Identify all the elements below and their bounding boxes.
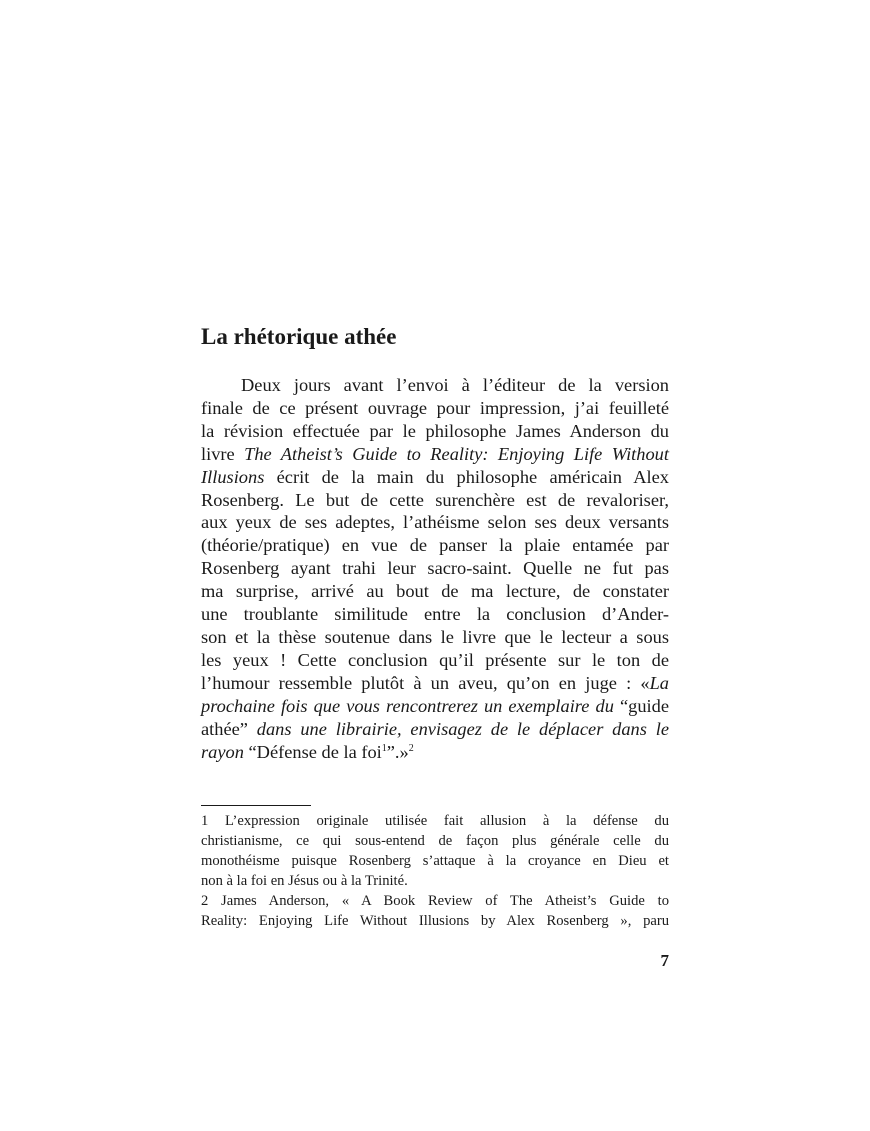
quote-italic: dans une librairie, envisagez de le déplacer dans le	[247, 718, 669, 739]
body-paragraph	[201, 374, 669, 763]
footnote-line: 2 James Anderson, « A Book Review of The Atheist’s Guide to	[201, 892, 669, 909]
paragraph-line	[201, 741, 669, 764]
text-run: “guide	[613, 695, 669, 716]
quote-italic: La	[649, 672, 669, 693]
paragraph-line	[201, 443, 669, 466]
footnote-ref[interactable]: 2	[408, 742, 414, 754]
text-run: athée”	[201, 718, 248, 739]
text-run: l’humour ressemble plutôt à un aveu, qu’on en juge : «	[201, 672, 650, 693]
paragraph-line: finale de ce présent ouvrage pour impression, j’ai feuilleté	[201, 397, 669, 418]
paragraph-line: Rosenberg ayant trahi leur sacro-saint. Quelle ne fut pas	[201, 558, 669, 579]
paragraph-line	[201, 672, 669, 695]
paragraph-line: la révision effectuée par le philosophe James Anderson du	[201, 420, 669, 441]
footnote-line: christianisme, ce qui sous-entend de façon plus générale celle du	[201, 832, 669, 849]
paragraph-line: son et la thèse soutenue dans le livre que le lecteur a sous	[201, 626, 669, 647]
paragraph-line: une troublante similitude entre la conclusion d’Ander-	[201, 604, 669, 625]
text-run: ”.»	[386, 741, 409, 762]
paragraph-line	[201, 695, 669, 718]
paragraph-line: aux yeux de ses adeptes, l’athéisme selon ses deux versants	[201, 512, 669, 533]
footnote-line: monothéisme puisque Rosenberg s’attaque à la croyance en Dieu et	[201, 852, 669, 869]
paragraph-line: ma surprise, arrivé au bout de ma lecture, de constater	[201, 581, 669, 602]
paragraph-line: (théorie/pratique) en vue de panser la plaie entamée par	[201, 535, 669, 556]
section-heading: La rhétorique athée	[201, 324, 397, 349]
paragraph-line	[201, 718, 669, 741]
paragraph-line	[201, 466, 669, 489]
footnotes	[201, 812, 669, 931]
book-title-italic: The Atheist’s Guide to Reality: Enjoying Life Without	[244, 443, 669, 464]
text-run: livre	[201, 443, 245, 464]
footnote-ref[interactable]: 1	[381, 742, 387, 754]
footnote-line: Reality: Enjoying Life Without Illusions by Alex Rosenberg », paru	[201, 912, 669, 929]
quote-italic: prochaine fois que vous rencontrerez un exemplaire du	[201, 695, 614, 716]
footnote-line: 1 L’expression originale utilisée fait allusion à la défense du	[201, 813, 669, 829]
footnote-line: non à la foi en Jésus ou à la Trinité.	[201, 872, 408, 889]
footnote-separator	[201, 805, 311, 806]
paragraph-line: les yeux ! Cette conclusion qu’il présente sur le ton de	[201, 649, 669, 670]
paragraph-line: Deux jours avant l’envoi à l’éditeur de la version	[241, 375, 669, 395]
book-title-italic: Illusions	[201, 466, 265, 487]
paragraph-line: Rosenberg. Le but de cette surenchère est de revaloriser,	[201, 489, 669, 510]
page-number: 7	[660, 951, 669, 970]
text-run: écrit de la main du philosophe américain Alex	[264, 466, 669, 487]
quote-italic: rayon	[201, 741, 244, 762]
text-run: “Défense de la foi	[243, 741, 382, 762]
